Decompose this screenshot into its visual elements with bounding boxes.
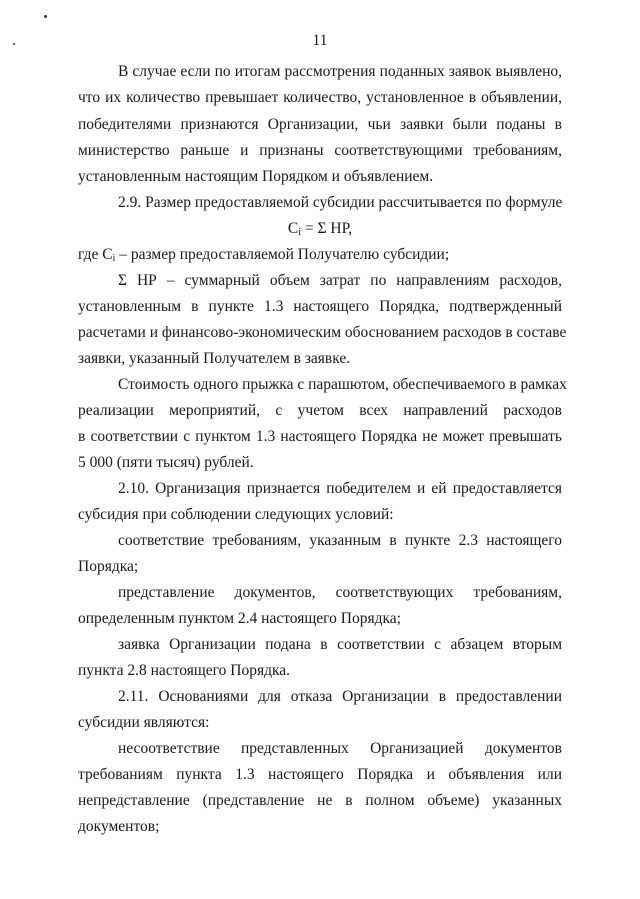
text-line: министерство раньше и признаны соответствующими требованиям,	[78, 142, 562, 159]
text-line: представление документов, соответствующих требованиям,	[118, 584, 562, 601]
scan-speck	[44, 15, 47, 18]
text-line	[78, 246, 562, 264]
text-line: субсидия при соблюдении следующих условий:	[78, 506, 394, 523]
text-line: несоответствие представленных Организацией документов	[118, 740, 562, 757]
text-line: 2.10. Организация признается победителем и ей предоставляется	[118, 480, 562, 497]
formula-body: = Σ НР,	[304, 220, 353, 237]
formula-subscript: i	[298, 227, 301, 238]
text-line: 5 000 (пяти тысяч) рублей.	[78, 454, 254, 471]
where-subscript: i	[112, 253, 116, 264]
text-line: что их количество превышает количество, установленное в объявлении,	[78, 89, 562, 106]
text-line: субсидии являются:	[78, 714, 210, 731]
text-line: в соответствии с пунктом 1.3 настоящего Порядка не может превышать	[78, 428, 562, 445]
text-line: расчетами и финансово-экономическим обоснованием расходов в составе	[78, 324, 567, 341]
text-line: определенным пунктом 2.4 настоящего Порядка;	[78, 610, 401, 627]
text-line: заявки, указанный Получателем в заявке.	[78, 350, 351, 367]
text-line: пункта 2.8 настоящего Порядка.	[78, 662, 291, 679]
formula-symbol: C	[287, 220, 299, 237]
text-line: реализации мероприятий, с учетом всех направлений расходов	[78, 402, 562, 419]
text-line: непредставление (представление не в полном объеме) указанных	[78, 792, 562, 809]
text-line: требованиям пункта 1.3 настоящего Порядка и объявления или	[78, 766, 562, 783]
text-line: Σ НР – суммарный объем затрат по направлениям расходов,	[118, 272, 562, 289]
where-prefix: где C	[78, 246, 113, 263]
text-line: Порядка;	[78, 558, 139, 575]
page-number: 11	[312, 32, 328, 49]
text-line: заявка Организации подана в соответствии с абзацем вторым	[118, 636, 562, 653]
formula	[0, 220, 640, 238]
text-line: 2.11. Основаниями для отказа Организации в предоставлении	[118, 688, 562, 705]
text-line: установленным в пункте 1.3 настоящего Порядка, подтвержденный	[78, 298, 562, 315]
where-text: – размер предоставляемой Получателю субсидии;	[119, 246, 450, 263]
text-line: В случае если по итогам рассмотрения поданных заявок выявлено,	[118, 63, 562, 80]
text-line: соответствие требованиям, указанным в пункте 2.3 настоящего	[118, 532, 562, 549]
text-line: установленным настоящим Порядком и объявлением.	[78, 168, 434, 185]
text-line: документов;	[78, 818, 160, 835]
text-line: Стоимость одного прыжка с парашютом, обеспечиваемого в рамках	[118, 376, 567, 393]
text-line: 2.9. Размер предоставляемой субсидии рассчитывается по формуле	[118, 194, 563, 211]
text-line: победителями признаются Организации, чьи заявки были поданы в	[78, 116, 562, 133]
